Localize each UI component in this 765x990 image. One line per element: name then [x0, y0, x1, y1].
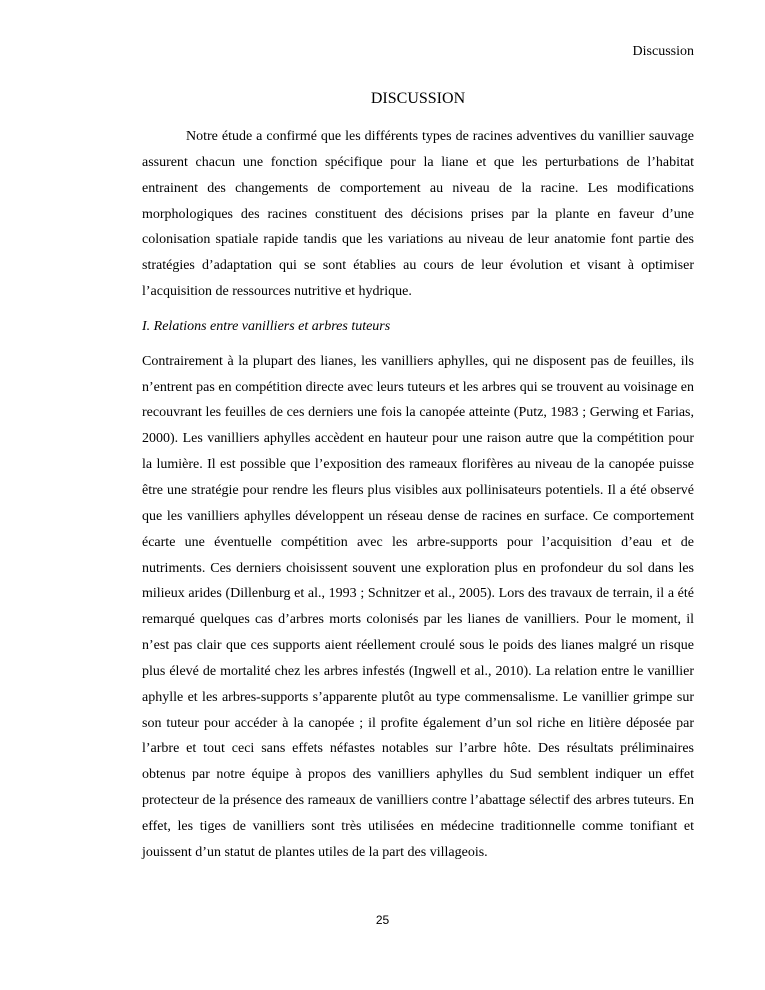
page-number: 25 [375, 913, 390, 927]
section-heading: I. Relations entre vanilliers et arbres tuteurs [142, 318, 391, 334]
intro-paragraph: Notre étude a confirmé que les différents types de racines adventives du vanillier sauvage assurent chacun une fonction spécifique pour la liane et que les perturbations de l’habitat entrainent des changements de comportement au niveau de la racine. Les modifications morphologiques des racines constituent des décisions prises par la plante en faveur d’une colonisation spatiale rapide tandis que les variations au niveau de leur anatomie font partie des stratégies d’adaptation qui se sont établies au cours de leur évolution et visant à optimiser l’acquisition de ressources nutritive et hydrique. [142, 129, 694, 300]
section-paragraph: Contrairement à la plupart des lianes, les vanilliers aphylles, qui ne disposent pas de feuilles, ils n’entrent pas en compétition directe avec leurs tuteurs et les arbres qui se trouvent au voisinage en recouvrant les feuilles de ces derniers une fois la canopée atteinte (Putz, 1983 ; Gerwing et Farias, 2000). Les vanilliers aphylles accèdent en hauteur pour une raison autre que la compétition pour la lumière. Il est possible que l’exposition des rameaux florifères au niveau de la canopée puisse être une stratégie pour rendre les fleurs plus visibles aux pollinisateurs potentiels. Il a été observé que les vanilliers aphylles développent un réseau dense de racines en surface. Ce comportement écarte une éventuelle compétition avec les arbre-supports pour l’acquisition d’eau et de nutriments. Ces derniers choisissent souvent une exploration plus en profondeur du sol dans les milieux arides (Dillenburg et al., 1993 ; Schnitzer et al., 2005). Lors des travaux de terrain, il a été remarqué quelques cas d’arbres morts colonisés par les lianes de vanilliers. Pour le moment, il n’est pas clair que ces supports aient réellement croulé sous le poids des lianes malgré un risque plus élevé de mortalité chez les arbres infestés (Ingwell et al., 2010). La relation entre le vanillier aphylle et les arbres-supports s’apparente plutôt au type commensalisme. Le vanillier grimpe sur son tuteur pour accéder à la canopée ; il profite également d’un sol riche en litière déposée par l’arbre et tout ceci sans effets néfastes notables sur l’arbre hôte. Des résultats préliminaires obtenus par notre équipe à propos des vanilliers aphylles du Sud semblent indiquer un effet protecteur de la présence des rameaux de vanilliers contre l’abattage sélectif des arbres tuteurs. En effet, les tiges de vanilliers sont très utilisées en médecine traditionnelle comme tonifiant et jouissent d’un statut de plantes utiles de la part des villageois. [142, 353, 694, 860]
running-header: Discussion [632, 44, 694, 59]
page-title: DISCUSSION [370, 90, 466, 107]
document-body [142, 124, 694, 866]
